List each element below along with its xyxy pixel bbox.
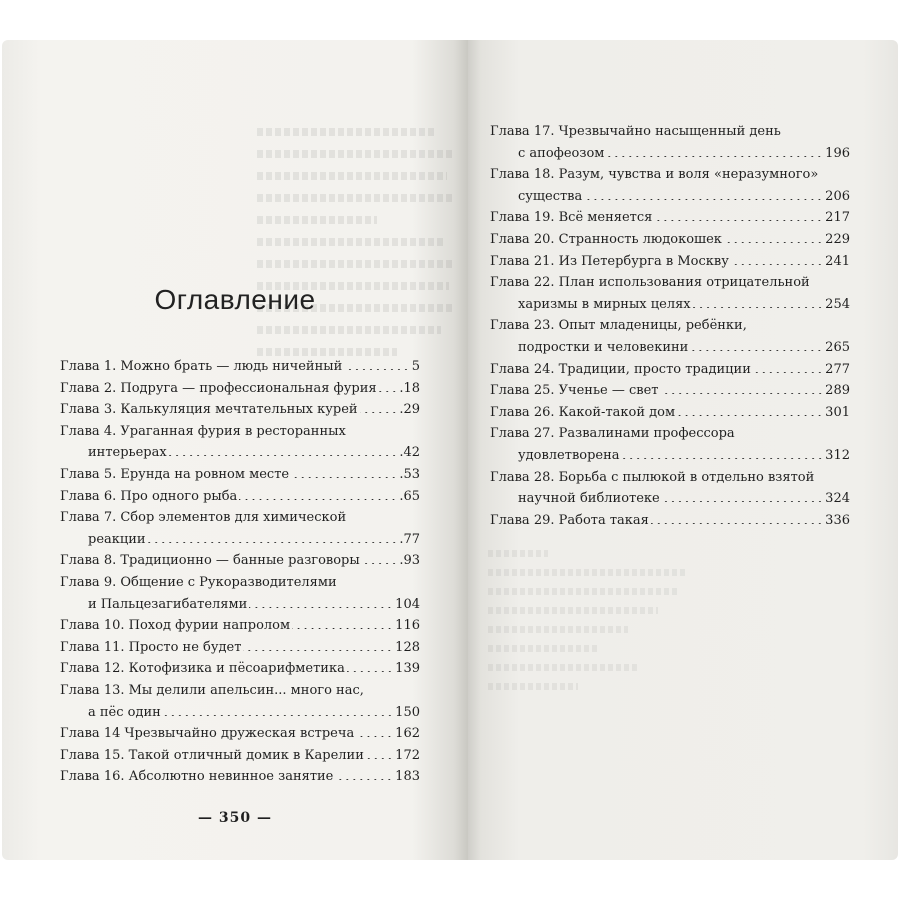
chapter-title: Глава 28. Борьба с пылюкой в отдельно взятой: [490, 469, 815, 485]
toc-entry-line: [60, 378, 420, 400]
chapter-page-number: 229: [825, 231, 850, 247]
chapter-page-number: 206: [825, 188, 850, 204]
chapter-title: Глава 19. Всё меняется: [490, 210, 653, 226]
chapter-title: Глава 15. Такой отличный домик в Карелии: [60, 747, 364, 763]
chapter-page-number: .77: [399, 531, 420, 547]
chapter-title: Глава 18. Разум, чувства и воля «неразумного»: [490, 167, 819, 183]
chapter-title: Глава 22. План использования отрицательной: [490, 275, 810, 291]
chapter-title: Глава 10. Поход фурии напролом: [60, 618, 291, 634]
chapter-title: Глава 7. Сбор элементов для химической: [60, 510, 347, 526]
toc-entry-line: [490, 121, 850, 143]
dot-leader: [584, 187, 823, 200]
toc-entry-line: [490, 359, 850, 381]
chapter-title: харизмы в мирных целях: [518, 296, 691, 312]
toc-entry-line: [490, 207, 850, 229]
toc-heading: Оглавление: [154, 284, 316, 315]
chapter-title: Глава 21. Из Петербурга в Москву: [490, 253, 729, 269]
toc-entry-line: [490, 423, 850, 445]
toc-entry: [490, 272, 850, 315]
toc-entry: [490, 164, 850, 207]
chapter-title: и Пальцезагибателями: [88, 596, 248, 612]
toc-entry: [490, 402, 850, 424]
toc-entry-line: [490, 510, 850, 532]
chapter-title: Глава 26. Какой-такой дом: [490, 404, 676, 420]
toc-entry-line: [490, 337, 850, 359]
toc-entry: [490, 359, 850, 381]
toc-list-left: [60, 356, 420, 788]
toc-entry-line: [490, 251, 850, 273]
dot-leader: [731, 252, 823, 265]
chapter-page-number: 254: [825, 296, 850, 312]
toc-entry-line: [490, 467, 850, 489]
toc-entry-line: [60, 442, 420, 464]
toc-entry-line: [60, 745, 420, 767]
toc-entry-line: [490, 294, 850, 316]
toc-entry-line: [60, 529, 420, 551]
toc-entry-line: [60, 702, 420, 724]
toc-entry-line: [60, 486, 420, 508]
chapter-title: Глава 3. Калькуляция мечтательных курей: [60, 402, 358, 418]
dot-leader: [724, 230, 823, 243]
toc-entry-line: [60, 572, 420, 594]
toc-entry: [60, 766, 420, 788]
toc-entry: [490, 315, 850, 358]
toc-entry: [60, 723, 420, 745]
dot-leader: [651, 511, 823, 524]
chapter-page-number: .65: [399, 488, 420, 504]
toc-entry-line: [60, 637, 420, 659]
toc-entry-line: [490, 445, 850, 467]
chapter-page-number: 139: [395, 661, 420, 677]
toc-entry: [490, 121, 850, 164]
chapter-page-number: 336: [825, 512, 850, 528]
chapter-title: Глава 25. Ученье — свет: [490, 383, 659, 399]
chapter-title: Глава 29. Работа такая: [490, 512, 649, 528]
toc-entry-line: [490, 315, 850, 337]
book-spread: [0, 40, 900, 860]
dot-leader: [690, 338, 823, 351]
chapter-page-number: 116: [395, 618, 420, 634]
toc-entry: [60, 550, 420, 572]
left-page: [2, 40, 468, 860]
chapter-page-number: .29: [399, 402, 420, 418]
toc-entry: [60, 486, 420, 508]
dot-leader: [292, 616, 393, 629]
chapter-title: Глава 13. Мы делили апельсин... много нас,: [60, 682, 364, 698]
chapter-page-number: 217: [825, 210, 850, 226]
dot-leader: [335, 767, 393, 780]
dot-leader: [169, 443, 398, 456]
bleed-through-text: [488, 550, 698, 702]
toc-entry: [490, 380, 850, 402]
chapter-page-number: 172: [395, 747, 420, 763]
page-number-folio: — 350 —: [198, 810, 272, 826]
chapter-title: Глава 12. Котофизика и пёсоарифметика: [60, 661, 345, 677]
chapter-page-number: 128: [395, 639, 420, 655]
toc-entry: [60, 507, 420, 550]
chapter-title: а пёс один: [88, 704, 161, 720]
dot-leader: [661, 381, 824, 394]
chapter-title: удовлетворена: [518, 447, 620, 463]
chapter-title: Глава 20. Странность людокошек: [490, 231, 722, 247]
toc-entry: [60, 615, 420, 637]
chapter-page-number: .42: [399, 445, 420, 461]
toc-entry-line: [60, 680, 420, 702]
chapter-title: Глава 24. Традиции, просто традиции: [490, 361, 751, 377]
chapter-title: Глава 8. Традиционно — банные разговоры: [60, 553, 360, 569]
chapter-page-number: 183: [395, 769, 420, 785]
chapter-title: с апофеозом: [518, 145, 605, 161]
toc-entry-line: [490, 402, 850, 424]
toc-entry-line: [60, 658, 420, 680]
chapter-page-number: 301: [825, 404, 850, 420]
dot-leader: [654, 208, 823, 221]
chapter-page-number: 196: [825, 145, 850, 161]
toc-entry: [60, 464, 420, 486]
chapter-title: Глава 5. Ерунда на ровном месте: [60, 466, 290, 482]
toc-entry-line: [490, 380, 850, 402]
chapter-page-number: 104: [395, 596, 420, 612]
chapter-title: реакции: [88, 531, 146, 547]
chapter-title: Глава 2. Подруга — профессиональная фурия: [60, 380, 377, 396]
toc-entry: [490, 229, 850, 251]
toc-entry: [60, 421, 420, 464]
chapter-title: интерьерах: [88, 445, 167, 461]
toc-entry: [490, 423, 850, 466]
chapter-title: Глава 9. Общение с Рукоразводителями: [60, 574, 337, 590]
chapter-title: Глава 17. Чрезвычайно насыщенный день: [490, 124, 781, 139]
chapter-title: Глава 4. Ураганная фурия в ресторанных: [60, 423, 346, 439]
toc-entry-line: [490, 186, 850, 208]
chapter-page-number: 5: [411, 359, 420, 374]
dot-leader: [366, 746, 393, 759]
dot-leader: [693, 295, 824, 308]
chapter-title: подростки и человекини: [518, 339, 689, 355]
toc-entry: [60, 637, 420, 659]
dot-leader: [291, 465, 397, 478]
toc-entry: [60, 356, 420, 378]
toc-entry-line: [60, 766, 420, 788]
chapter-page-number: 289: [825, 383, 850, 399]
dot-leader: [163, 703, 393, 716]
toc-entry: [490, 207, 850, 229]
toc-entry: [490, 510, 850, 532]
toc-entry-line: [60, 421, 420, 443]
chapter-title: Глава 27. Развалинами профессора: [490, 426, 735, 442]
toc-entry: [60, 745, 420, 767]
dot-leader: [249, 595, 393, 608]
dot-leader: [243, 638, 393, 651]
toc-entry: [60, 658, 420, 680]
right-page: [468, 40, 898, 860]
chapter-page-number: 324: [825, 491, 850, 507]
toc-entry-line: [60, 615, 420, 637]
dot-leader: [239, 487, 397, 500]
toc-entry-line: [60, 464, 420, 486]
chapter-title: Глава 6. Про одного рыба: [60, 488, 238, 504]
chapter-title: Глава 11. Просто не будет: [60, 639, 242, 655]
chapter-page-number: .53: [399, 466, 420, 482]
dot-leader: [677, 403, 823, 416]
chapter-page-number: .18: [399, 380, 420, 396]
toc-entry: [60, 680, 420, 723]
toc-entry-line: [490, 488, 850, 510]
chapter-page-number: 277: [825, 361, 850, 377]
dot-leader: [148, 530, 398, 543]
chapter-page-number: .93: [399, 553, 420, 569]
toc-entry: [60, 399, 420, 421]
dot-leader: [606, 144, 823, 157]
toc-entry: [60, 378, 420, 400]
dot-leader: [662, 489, 823, 502]
dot-leader: [379, 379, 398, 392]
chapter-page-number: 312: [825, 447, 850, 463]
chapter-title: Глава 23. Опыт младеницы, ребёнки,: [490, 318, 747, 334]
chapter-page-number: 265: [825, 339, 850, 355]
dot-leader: [360, 400, 398, 413]
toc-entry-line: [490, 272, 850, 294]
toc-entry: [490, 467, 850, 510]
toc-entry-line: [60, 723, 420, 745]
chapter-title: Глава 1. Можно брать — людь ничейный: [60, 359, 343, 374]
toc-entry: [490, 251, 850, 273]
chapter-title: существа: [518, 188, 583, 204]
chapter-page-number: 150: [395, 704, 420, 720]
chapter-title: научной библиотеке: [518, 491, 660, 507]
dot-leader: [356, 724, 393, 737]
toc-entry-line: [60, 507, 420, 529]
toc-list-right: [490, 121, 850, 531]
toc-entry-line: [490, 164, 850, 186]
toc-entry-line: [60, 399, 420, 421]
dot-leader: [362, 551, 398, 564]
toc-entry-line: [60, 356, 420, 378]
toc-entry-line: [490, 143, 850, 165]
dot-leader: [622, 446, 824, 459]
toc-entry-line: [60, 550, 420, 572]
dot-leader: [753, 360, 823, 373]
toc-entry-line: [490, 229, 850, 251]
chapter-title: Глава 16. Абсолютно невинное занятие: [60, 769, 334, 785]
chapter-page-number: 241: [825, 253, 850, 269]
bleed-through-text: [257, 128, 457, 370]
toc-entry-line: [60, 594, 420, 616]
toc-entry: [60, 572, 420, 615]
chapter-title: Глава 14 Чрезвычайно дружеская встреча: [60, 726, 355, 742]
dot-leader: [344, 357, 409, 370]
dot-leader: [347, 659, 393, 672]
chapter-page-number: 162: [395, 726, 420, 742]
